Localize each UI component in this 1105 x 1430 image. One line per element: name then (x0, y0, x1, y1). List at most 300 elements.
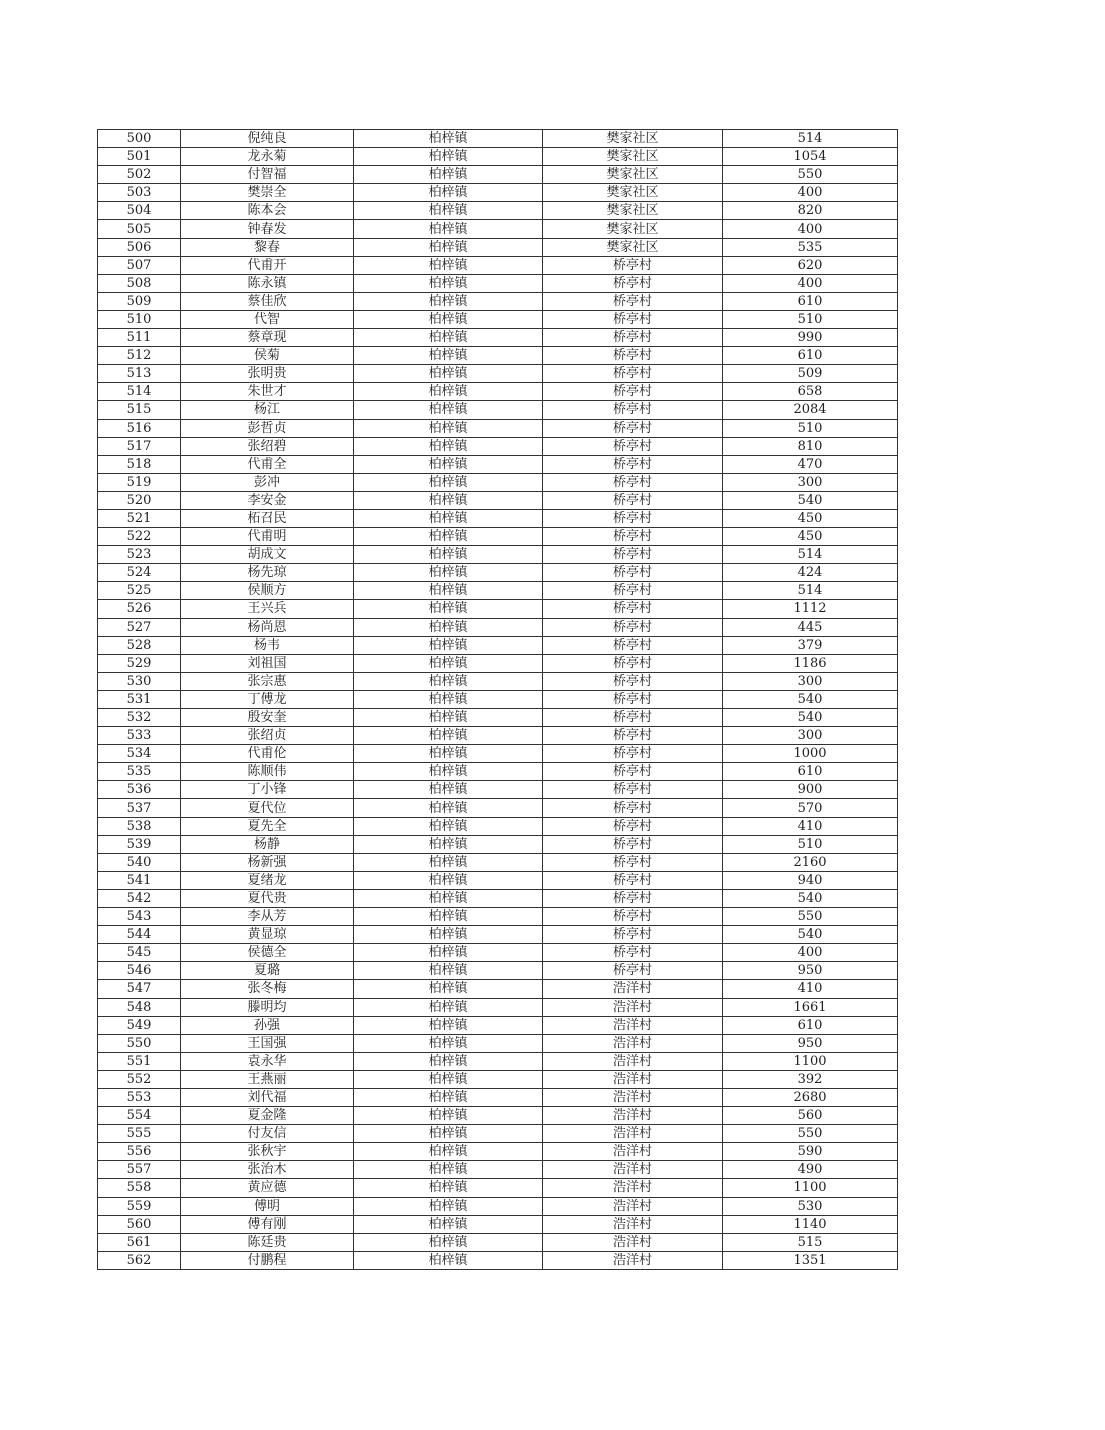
town-cell: 柏梓镇 (354, 491, 543, 509)
table-row (98, 1233, 898, 1251)
town-cell: 柏梓镇 (354, 618, 543, 636)
row-number-cell: 545 (98, 944, 181, 962)
town-cell: 柏梓镇 (354, 889, 543, 907)
table-row (98, 546, 898, 564)
village-cell: 樊家社区 (543, 130, 723, 148)
town-cell: 柏梓镇 (354, 528, 543, 546)
village-cell: 桥亭村 (543, 564, 723, 582)
town-cell: 柏梓镇 (354, 546, 543, 564)
row-number-cell: 525 (98, 582, 181, 600)
amount-cell: 610 (723, 763, 898, 781)
person-name-cell: 夏璐 (181, 962, 354, 980)
row-number-cell: 534 (98, 745, 181, 763)
amount-cell: 514 (723, 546, 898, 564)
town-cell: 柏梓镇 (354, 1197, 543, 1215)
row-number-cell: 557 (98, 1161, 181, 1179)
person-name-cell: 杨先琼 (181, 564, 354, 582)
village-cell: 桥亭村 (543, 256, 723, 274)
village-cell: 桥亭村 (543, 383, 723, 401)
table-row (98, 908, 898, 926)
table-row (98, 1125, 898, 1143)
town-cell: 柏梓镇 (354, 473, 543, 491)
village-cell: 桥亭村 (543, 401, 723, 419)
row-number-cell: 562 (98, 1251, 181, 1269)
person-name-cell: 杨静 (181, 835, 354, 853)
amount-cell: 950 (723, 1034, 898, 1052)
village-cell: 樊家社区 (543, 238, 723, 256)
village-cell: 樊家社区 (543, 202, 723, 220)
amount-cell: 550 (723, 908, 898, 926)
row-number-cell: 514 (98, 383, 181, 401)
row-number-cell: 513 (98, 365, 181, 383)
person-name-cell: 代甫全 (181, 455, 354, 473)
table-row (98, 148, 898, 166)
town-cell: 柏梓镇 (354, 835, 543, 853)
amount-cell: 535 (723, 238, 898, 256)
person-name-cell: 付友信 (181, 1125, 354, 1143)
table-row (98, 1034, 898, 1052)
person-name-cell: 胡成文 (181, 546, 354, 564)
town-cell: 柏梓镇 (354, 292, 543, 310)
person-name-cell: 黄应德 (181, 1179, 354, 1197)
village-cell: 浩洋村 (543, 1088, 723, 1106)
village-cell: 桥亭村 (543, 654, 723, 672)
person-name-cell: 张冬梅 (181, 980, 354, 998)
town-cell: 柏梓镇 (354, 419, 543, 437)
town-cell: 柏梓镇 (354, 781, 543, 799)
table-row (98, 1088, 898, 1106)
amount-cell: 2084 (723, 401, 898, 419)
table-row (98, 473, 898, 491)
table-row (98, 745, 898, 763)
town-cell: 柏梓镇 (354, 1179, 543, 1197)
table-row (98, 437, 898, 455)
amount-cell: 820 (723, 202, 898, 220)
table-row (98, 926, 898, 944)
row-number-cell: 527 (98, 618, 181, 636)
town-cell: 柏梓镇 (354, 998, 543, 1016)
amount-cell: 620 (723, 256, 898, 274)
amount-cell: 540 (723, 491, 898, 509)
row-number-cell: 553 (98, 1088, 181, 1106)
town-cell: 柏梓镇 (354, 944, 543, 962)
amount-cell: 570 (723, 799, 898, 817)
table-row (98, 528, 898, 546)
person-name-cell: 柘召民 (181, 509, 354, 527)
person-name-cell: 王国强 (181, 1034, 354, 1052)
person-name-cell: 陈廷贵 (181, 1233, 354, 1251)
amount-cell: 1351 (723, 1251, 898, 1269)
table-row (98, 564, 898, 582)
table-row (98, 835, 898, 853)
table-row (98, 600, 898, 618)
amount-cell: 1186 (723, 654, 898, 672)
amount-cell: 400 (723, 184, 898, 202)
person-name-cell: 李从芳 (181, 908, 354, 926)
village-cell: 桥亭村 (543, 528, 723, 546)
table-row (98, 1179, 898, 1197)
town-cell: 柏梓镇 (354, 509, 543, 527)
town-cell: 柏梓镇 (354, 926, 543, 944)
table-row (98, 347, 898, 365)
table-row (98, 889, 898, 907)
row-number-cell: 548 (98, 998, 181, 1016)
town-cell: 柏梓镇 (354, 672, 543, 690)
row-number-cell: 549 (98, 1016, 181, 1034)
village-cell: 浩洋村 (543, 1233, 723, 1251)
amount-cell: 470 (723, 455, 898, 473)
town-cell: 柏梓镇 (354, 654, 543, 672)
table-row (98, 274, 898, 292)
amount-cell: 550 (723, 1125, 898, 1143)
amount-cell: 1100 (723, 1052, 898, 1070)
data-table (97, 129, 898, 1270)
village-cell: 浩洋村 (543, 1161, 723, 1179)
person-name-cell: 黎春 (181, 238, 354, 256)
amount-cell: 450 (723, 509, 898, 527)
row-number-cell: 531 (98, 690, 181, 708)
row-number-cell: 540 (98, 853, 181, 871)
table-row (98, 709, 898, 727)
row-number-cell: 546 (98, 962, 181, 980)
village-cell: 桥亭村 (543, 889, 723, 907)
person-name-cell: 杨新强 (181, 853, 354, 871)
table-row (98, 329, 898, 347)
row-number-cell: 542 (98, 889, 181, 907)
town-cell: 柏梓镇 (354, 437, 543, 455)
person-name-cell: 朱世才 (181, 383, 354, 401)
table-row (98, 944, 898, 962)
town-cell: 柏梓镇 (354, 1161, 543, 1179)
person-name-cell: 代甫伦 (181, 745, 354, 763)
amount-cell: 509 (723, 365, 898, 383)
row-number-cell: 560 (98, 1215, 181, 1233)
village-cell: 樊家社区 (543, 166, 723, 184)
village-cell: 桥亭村 (543, 600, 723, 618)
table-row (98, 962, 898, 980)
amount-cell: 1054 (723, 148, 898, 166)
amount-cell: 540 (723, 926, 898, 944)
person-name-cell: 傅有刚 (181, 1215, 354, 1233)
table-row (98, 799, 898, 817)
village-cell: 浩洋村 (543, 1034, 723, 1052)
amount-cell: 1000 (723, 745, 898, 763)
table-row (98, 130, 898, 148)
village-cell: 桥亭村 (543, 672, 723, 690)
person-name-cell: 钟春发 (181, 220, 354, 238)
table-row (98, 491, 898, 509)
town-cell: 柏梓镇 (354, 1034, 543, 1052)
town-cell: 柏梓镇 (354, 1070, 543, 1088)
person-name-cell: 王兴兵 (181, 600, 354, 618)
row-number-cell: 506 (98, 238, 181, 256)
town-cell: 柏梓镇 (354, 329, 543, 347)
village-cell: 桥亭村 (543, 944, 723, 962)
table-row (98, 455, 898, 473)
amount-cell: 1661 (723, 998, 898, 1016)
amount-cell: 540 (723, 690, 898, 708)
town-cell: 柏梓镇 (354, 1215, 543, 1233)
town-cell: 柏梓镇 (354, 564, 543, 582)
row-number-cell: 556 (98, 1143, 181, 1161)
person-name-cell: 张宗惠 (181, 672, 354, 690)
village-cell: 浩洋村 (543, 1251, 723, 1269)
person-name-cell: 杨江 (181, 401, 354, 419)
table-row (98, 690, 898, 708)
village-cell: 桥亭村 (543, 329, 723, 347)
row-number-cell: 521 (98, 509, 181, 527)
row-number-cell: 523 (98, 546, 181, 564)
village-cell: 桥亭村 (543, 292, 723, 310)
village-cell: 桥亭村 (543, 310, 723, 328)
person-name-cell: 樊崇全 (181, 184, 354, 202)
row-number-cell: 524 (98, 564, 181, 582)
person-name-cell: 蔡佳欣 (181, 292, 354, 310)
town-cell: 柏梓镇 (354, 745, 543, 763)
amount-cell: 400 (723, 274, 898, 292)
town-cell: 柏梓镇 (354, 274, 543, 292)
village-cell: 浩洋村 (543, 1016, 723, 1034)
town-cell: 柏梓镇 (354, 220, 543, 238)
town-cell: 柏梓镇 (354, 383, 543, 401)
row-number-cell: 554 (98, 1107, 181, 1125)
amount-cell: 590 (723, 1143, 898, 1161)
amount-cell: 990 (723, 329, 898, 347)
person-name-cell: 滕明均 (181, 998, 354, 1016)
table-row (98, 166, 898, 184)
town-cell: 柏梓镇 (354, 455, 543, 473)
person-name-cell: 陈顺伟 (181, 763, 354, 781)
town-cell: 柏梓镇 (354, 727, 543, 745)
town-cell: 柏梓镇 (354, 1125, 543, 1143)
amount-cell: 1100 (723, 1179, 898, 1197)
village-cell: 浩洋村 (543, 998, 723, 1016)
village-cell: 桥亭村 (543, 709, 723, 727)
table-row (98, 817, 898, 835)
village-cell: 浩洋村 (543, 1179, 723, 1197)
person-name-cell: 陈本会 (181, 202, 354, 220)
village-cell: 浩洋村 (543, 1052, 723, 1070)
row-number-cell: 543 (98, 908, 181, 926)
table-row (98, 419, 898, 437)
person-name-cell: 彭冲 (181, 473, 354, 491)
village-cell: 桥亭村 (543, 781, 723, 799)
person-name-cell: 杨韦 (181, 636, 354, 654)
town-cell: 柏梓镇 (354, 1088, 543, 1106)
person-name-cell: 侯德全 (181, 944, 354, 962)
person-name-cell: 彭哲贞 (181, 419, 354, 437)
person-name-cell: 张明贵 (181, 365, 354, 383)
village-cell: 浩洋村 (543, 980, 723, 998)
table-row (98, 1143, 898, 1161)
amount-cell: 424 (723, 564, 898, 582)
table-row (98, 654, 898, 672)
person-name-cell: 蔡章现 (181, 329, 354, 347)
row-number-cell: 538 (98, 817, 181, 835)
amount-cell: 392 (723, 1070, 898, 1088)
amount-cell: 510 (723, 310, 898, 328)
town-cell: 柏梓镇 (354, 600, 543, 618)
row-number-cell: 509 (98, 292, 181, 310)
amount-cell: 560 (723, 1107, 898, 1125)
amount-cell: 810 (723, 437, 898, 455)
row-number-cell: 502 (98, 166, 181, 184)
amount-cell: 300 (723, 672, 898, 690)
town-cell: 柏梓镇 (354, 256, 543, 274)
person-name-cell: 代智 (181, 310, 354, 328)
amount-cell: 610 (723, 347, 898, 365)
village-cell: 浩洋村 (543, 1197, 723, 1215)
row-number-cell: 503 (98, 184, 181, 202)
town-cell: 柏梓镇 (354, 401, 543, 419)
amount-cell: 658 (723, 383, 898, 401)
town-cell: 柏梓镇 (354, 709, 543, 727)
amount-cell: 300 (723, 727, 898, 745)
table-row (98, 998, 898, 1016)
row-number-cell: 532 (98, 709, 181, 727)
row-number-cell: 526 (98, 600, 181, 618)
amount-cell: 2160 (723, 853, 898, 871)
person-name-cell: 丁小锋 (181, 781, 354, 799)
village-cell: 桥亭村 (543, 419, 723, 437)
person-name-cell: 刘代福 (181, 1088, 354, 1106)
person-name-cell: 丁傅龙 (181, 690, 354, 708)
amount-cell: 450 (723, 528, 898, 546)
amount-cell: 514 (723, 582, 898, 600)
table-row (98, 1161, 898, 1179)
row-number-cell: 520 (98, 491, 181, 509)
row-number-cell: 510 (98, 310, 181, 328)
table-row (98, 727, 898, 745)
table-row (98, 310, 898, 328)
row-number-cell: 541 (98, 871, 181, 889)
town-cell: 柏梓镇 (354, 690, 543, 708)
person-name-cell: 夏金隆 (181, 1107, 354, 1125)
village-cell: 桥亭村 (543, 853, 723, 871)
row-number-cell: 517 (98, 437, 181, 455)
table-row (98, 672, 898, 690)
person-name-cell: 侯菊 (181, 347, 354, 365)
table-row (98, 980, 898, 998)
person-name-cell: 张秋宇 (181, 1143, 354, 1161)
village-cell: 桥亭村 (543, 473, 723, 491)
person-name-cell: 夏绪龙 (181, 871, 354, 889)
amount-cell: 445 (723, 618, 898, 636)
row-number-cell: 530 (98, 672, 181, 690)
village-cell: 桥亭村 (543, 908, 723, 926)
town-cell: 柏梓镇 (354, 1143, 543, 1161)
amount-cell: 610 (723, 1016, 898, 1034)
row-number-cell: 547 (98, 980, 181, 998)
town-cell: 柏梓镇 (354, 184, 543, 202)
row-number-cell: 551 (98, 1052, 181, 1070)
town-cell: 柏梓镇 (354, 871, 543, 889)
row-number-cell: 500 (98, 130, 181, 148)
row-number-cell: 522 (98, 528, 181, 546)
person-name-cell: 孙强 (181, 1016, 354, 1034)
row-number-cell: 519 (98, 473, 181, 491)
row-number-cell: 505 (98, 220, 181, 238)
person-name-cell: 张绍碧 (181, 437, 354, 455)
village-cell: 桥亭村 (543, 491, 723, 509)
village-cell: 桥亭村 (543, 509, 723, 527)
person-name-cell: 代甫开 (181, 256, 354, 274)
village-cell: 桥亭村 (543, 871, 723, 889)
town-cell: 柏梓镇 (354, 238, 543, 256)
town-cell: 柏梓镇 (354, 582, 543, 600)
amount-cell: 610 (723, 292, 898, 310)
row-number-cell: 536 (98, 781, 181, 799)
row-number-cell: 507 (98, 256, 181, 274)
person-name-cell: 袁永华 (181, 1052, 354, 1070)
row-number-cell: 504 (98, 202, 181, 220)
amount-cell: 540 (723, 889, 898, 907)
row-number-cell: 516 (98, 419, 181, 437)
table-row (98, 1107, 898, 1125)
village-cell: 桥亭村 (543, 546, 723, 564)
row-number-cell: 529 (98, 654, 181, 672)
person-name-cell: 李安金 (181, 491, 354, 509)
village-cell: 桥亭村 (543, 835, 723, 853)
person-name-cell: 杨尚恩 (181, 618, 354, 636)
village-cell: 桥亭村 (543, 437, 723, 455)
table-row (98, 1052, 898, 1070)
town-cell: 柏梓镇 (354, 347, 543, 365)
table-row (98, 1251, 898, 1269)
row-number-cell: 511 (98, 329, 181, 347)
table-row (98, 781, 898, 799)
amount-cell: 1140 (723, 1215, 898, 1233)
row-number-cell: 539 (98, 835, 181, 853)
table-row (98, 1070, 898, 1088)
row-number-cell: 518 (98, 455, 181, 473)
town-cell: 柏梓镇 (354, 763, 543, 781)
table-row (98, 292, 898, 310)
town-cell: 柏梓镇 (354, 1251, 543, 1269)
table-row (98, 618, 898, 636)
row-number-cell: 561 (98, 1233, 181, 1251)
town-cell: 柏梓镇 (354, 1107, 543, 1125)
amount-cell: 510 (723, 419, 898, 437)
town-cell: 柏梓镇 (354, 962, 543, 980)
person-name-cell: 龙永菊 (181, 148, 354, 166)
amount-cell: 950 (723, 962, 898, 980)
person-name-cell: 夏先全 (181, 817, 354, 835)
person-name-cell: 傅明 (181, 1197, 354, 1215)
person-name-cell: 王燕丽 (181, 1070, 354, 1088)
amount-cell: 540 (723, 709, 898, 727)
person-name-cell: 陈永镇 (181, 274, 354, 292)
person-name-cell: 张治木 (181, 1161, 354, 1179)
village-cell: 浩洋村 (543, 1143, 723, 1161)
person-name-cell: 侯顺方 (181, 582, 354, 600)
amount-cell: 400 (723, 220, 898, 238)
town-cell: 柏梓镇 (354, 148, 543, 166)
village-cell: 樊家社区 (543, 148, 723, 166)
town-cell: 柏梓镇 (354, 365, 543, 383)
person-name-cell: 倪纯良 (181, 130, 354, 148)
row-number-cell: 535 (98, 763, 181, 781)
amount-cell: 514 (723, 130, 898, 148)
table-row (98, 871, 898, 889)
table-row (98, 1215, 898, 1233)
person-name-cell: 付鹏程 (181, 1251, 354, 1269)
person-name-cell: 夏代位 (181, 799, 354, 817)
town-cell: 柏梓镇 (354, 1016, 543, 1034)
row-number-cell: 512 (98, 347, 181, 365)
village-cell: 浩洋村 (543, 1107, 723, 1125)
village-cell: 浩洋村 (543, 1070, 723, 1088)
